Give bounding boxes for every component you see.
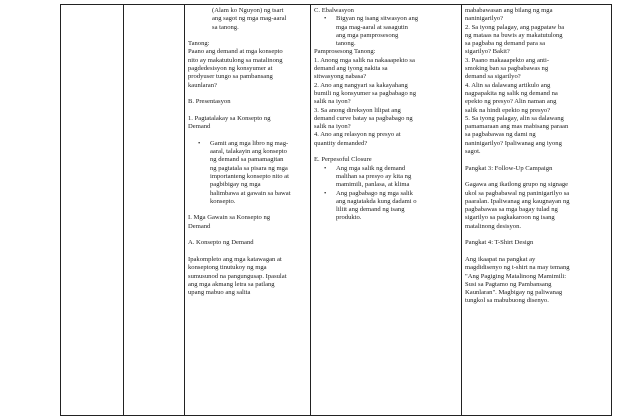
text-line: ng demand sa pamamagitan: [210, 156, 284, 164]
text-line: 1. Pagtatalakay sa Konsepto ng: [188, 114, 271, 122]
text-line: paaralan. Ipaliwanag ang kaugnayan ng: [465, 197, 570, 205]
text-line: ukol sa pagbabawal ng paninigarilyo sa: [465, 189, 570, 197]
text-line: 4. Ano ang relasyon ng presyo at: [314, 131, 401, 139]
list-item: [336, 15, 458, 48]
section-heading-konsepto: A. Konsepto ng Demand: [188, 239, 254, 247]
text-line: 1. Anong mga salik na nakaaapekto sa: [314, 56, 415, 64]
text-line: sigarilyo? Bakit?: [465, 48, 510, 56]
text-line: sumusunod na pangungusap. Ipasulat: [188, 272, 287, 280]
text-line: malihan sa presyo ay kita ng: [336, 172, 412, 180]
text-line: 2. Ano ang nangyari sa kakayahang: [314, 81, 408, 89]
text-line: naninigarilyo? Ipaliwanag ang iyong: [465, 139, 562, 147]
tsart-instruction: [188, 7, 307, 32]
text-line: salik na iyon?: [314, 98, 351, 106]
text-line: ng pagtatala sa pisara ng mga: [210, 164, 288, 172]
text-line: I. Mga Gawain sa Konsepto ng: [188, 214, 271, 222]
text-line: upang mabuo ang salita: [188, 289, 251, 297]
text-line: mababawasan ang bilang ng mga: [465, 7, 553, 14]
text-line: "Ang Pagiging Matalinong Mamimili:: [465, 272, 567, 280]
text-line: ang mga akmang letra sa patlang: [188, 280, 275, 288]
text-line: pagbabawas sa mga bagay tulad ng: [465, 206, 558, 214]
text-line: ng mataas na buwis ay makatutulong: [465, 31, 563, 39]
activities-column: [185, 5, 311, 416]
text-line: importanteng konsepto nito at: [210, 172, 289, 180]
empty-column-1: [61, 5, 124, 416]
text-line: ang sagot ng mga mag-aaral: [212, 15, 287, 23]
closure-bullet-list: [314, 165, 458, 223]
section-heading-presentasyon: B. Presentasyon: [188, 98, 231, 106]
evaluation-bullet-list: [314, 15, 458, 48]
list-item: [336, 165, 458, 190]
text-line: sitwasyong nabasa?: [314, 73, 367, 81]
group-tasks-column: [462, 5, 612, 416]
text-line: epekto ng presyo? Alin naman ang: [465, 98, 557, 106]
text-line: Gagawa ang ikatlong grupo ng signage: [465, 181, 569, 189]
text-line: (Alam ko Nguyon) ng tsart: [212, 7, 284, 14]
section-heading-pangkat-3: Pangkat 3: Follow-Up Campaign: [465, 164, 553, 172]
text-line: Demand: [188, 123, 211, 131]
text-line: magdidisenyo ng t-shirt na may temang: [465, 264, 570, 272]
text-line: pagdedesisyon ng konsyumer at: [188, 65, 273, 73]
text-line: 3. Sa anong direksyon lilipat ang: [314, 106, 401, 114]
text-line: ang nagtatakda kung dadami o: [336, 197, 417, 205]
empty-column-2: [124, 5, 185, 416]
text-line: Paano ang demand at mga konsepto: [188, 48, 283, 56]
section-heading-ebalwasyon: C. Ebalwasyon: [314, 7, 354, 14]
text-line: nito ay makatutulong sa matalinong: [188, 56, 283, 64]
text-line: mga mag-aaral at sasagutin: [336, 23, 408, 31]
pamprosesong-tanong-label: Pamprosesong Tanong:: [314, 48, 376, 56]
text-line: • Ang pagbabago ng mga salik: [336, 189, 413, 197]
text-line: aaral, talakayin ang konsepto: [210, 148, 287, 156]
text-line: sagot.: [465, 148, 481, 156]
list-item: [336, 190, 458, 223]
text-line: naninigarilyo?: [465, 15, 504, 23]
text-line: demand curve batay sa pagbabago ng: [314, 114, 413, 122]
tanong-label: Tanong:: [188, 40, 210, 48]
text-line: 3. Paano makaaapekto ang anti-: [465, 56, 550, 64]
text-line: sigarilyo sa pagkakaroon ng isang: [465, 214, 555, 222]
text-line: • Gamit ang mga libro ng mag-: [210, 139, 289, 147]
text-line: Susi sa Pagtamo ng Pambansang: [465, 280, 552, 288]
text-line: Kaunlaran". Magbigay ng paliwanag: [465, 289, 563, 297]
list-item: [210, 140, 307, 206]
text-line: mamimili, panlasa, at klima: [336, 181, 410, 189]
text-line: produkto.: [336, 214, 362, 222]
text-line: quantity demanded?: [314, 139, 368, 147]
text-line: konsepto.: [210, 197, 236, 205]
text-line: • Ang mga salik ng demand: [336, 164, 406, 172]
text-line: sa pagbaba ng demand para sa: [465, 40, 546, 48]
text-line: nagpapakita ng salik ng demand na: [465, 89, 558, 97]
text-line: 5. Sa iyong palagay, alin sa dalawang: [465, 114, 564, 122]
text-line: tungkol sa mabubuong disenyo.: [465, 297, 549, 305]
text-line: 4. Alin sa dalawang artikulo ang: [465, 81, 551, 89]
text-line: pagbibigay ng mga: [210, 181, 261, 189]
evaluation-column: [311, 5, 462, 416]
text-line: demand ang iyong nakita sa: [314, 65, 388, 73]
text-line: Ipakompleto ang mga katawagan at: [188, 255, 282, 263]
text-line: Demand: [188, 222, 211, 230]
text-line: konseptong tinutukoy ng mga: [188, 264, 267, 272]
discussion-bullet-list: [188, 140, 307, 206]
text-line: liliit ang demand ng isang: [336, 206, 405, 214]
text-line: 2. Sa iyong palagay, ang pagpataw ba: [465, 23, 565, 31]
text-line: Ang ikaapat na pangkat ay: [465, 255, 536, 263]
text-line: smoking ban sa pagbabawas ng: [465, 65, 549, 73]
section-heading-closure: E. Perpesoful Closure: [314, 156, 372, 164]
text-line: sa tanong.: [212, 23, 239, 31]
text-line: halimbawa at gawain sa bawat: [210, 189, 291, 197]
text-line: matalinong desisyon.: [465, 222, 522, 230]
lesson-plan-table: [60, 4, 612, 416]
text-line: • Bigyan ng isang sitwasyon ang: [336, 15, 419, 23]
text-line: salik na iyon?: [314, 123, 351, 131]
text-line: kaunlaran?: [188, 81, 217, 89]
text-line: prodyuser tungo sa pambansang: [188, 73, 273, 81]
text-line: salik na hindi epekto ng presyo?: [465, 106, 551, 114]
text-line: sa pagbabawas ng dami ng: [465, 131, 536, 139]
text-line: demand sa sigarilyo?: [465, 73, 521, 81]
text-line: pamamaraan ang mas mabisang paraan: [465, 123, 569, 131]
text-line: bumili ng konsyumer sa pagbabago ng: [314, 89, 417, 97]
text-line: ang mga pamprosesong: [336, 31, 399, 39]
section-heading-pangkat-4: Pangkat 4: T-Shirt Design: [465, 239, 534, 247]
text-line: tanong.: [336, 40, 356, 48]
